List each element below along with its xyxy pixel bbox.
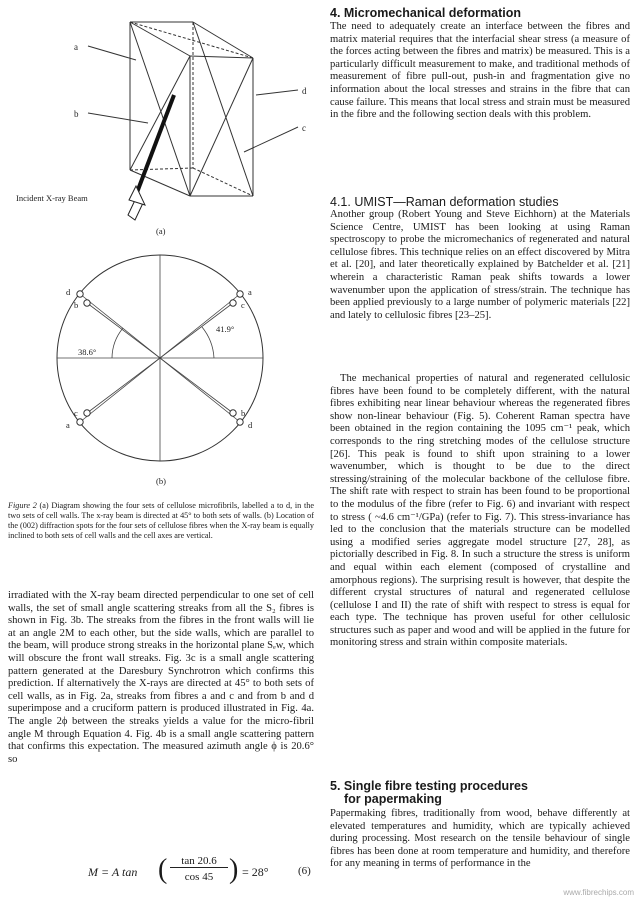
section-4-1-heading: 4.1. UMIST—Raman deformation studies xyxy=(330,195,559,209)
equation-lhs: M = A tan xyxy=(88,865,138,879)
fig-label-beam: Incident X-ray Beam xyxy=(16,193,88,203)
fig-b-label-a1: a xyxy=(66,420,70,430)
section-4-1-paragraph-2: The mechanical properties of natural and regenerated cellulosic fibres have been found to be completely different, with the natural fibres exhibiting near linear behaviour whereas the regenerated fibres show non-linear behaviour (Fig. 5). Coherent Raman spectra have been obtained in the region containing the 1095 cm⁻¹ peak, which corresponds to the ring stretching modes of the cellulose structure [26]. This peak is found to shift upon straining to a lower wavenumber, which is thought to be due to the direct stressing/straining of the molecular backbone of the cellulose fibre. The shift rate with respect to strain has been found to be proportional to the modulus of the fibre (refer to Fig. 6) and invariant with respect to stress ( ~4.6 cm⁻¹/GPa) (refer to Fig. 7). This stress-invariance has led to the conclusion that the materials structure can be modelled using a modified series aggregate model structure [27, 28], as pictorially described in Fig. 8. In such a structure the stress is uniform and equal within each element (composed of crystalline and amorphous regions). The surprising result is however, that despite the different crystal structures of natural and regenerated cellulose (cellulose I and II) the rate of shift with respect to stress is equal for each type. The technique has proven useful for other cellulosic structures such as paper and wood and will be applied in the future for monitoring stress and strain within composite materials. xyxy=(330,373,630,649)
fig-b-label-b1: b xyxy=(74,300,79,310)
equation-denominator: cos 45 xyxy=(184,871,214,883)
fig-label-a: a xyxy=(74,42,78,52)
fig-b-angle-left: 38.6° xyxy=(78,347,97,357)
fig-label-b: b xyxy=(74,109,79,119)
section-4-1-paragraph-1: Another group (Robert Young and Steve Eichhorn) at the Materials Science Centre, UMIST has been looking at using Raman spectroscopy to probe the micromechanics of regenerated and natural cellulose fibres. This technique relies on an effect discovered by Mitra et al. [20], and later theoretically explained by Batchelder et al. [21] wherein a characteristic Raman peak shifts towards a lower wavenumber upon the application of stress/strain. The technique has been applied previously to a large number of polymeric materials [22] and lately to cellulosic fibres [23–25]. xyxy=(330,209,630,321)
equation-rhs: = 28° xyxy=(242,865,269,879)
figure-2a-diagram xyxy=(8,0,314,240)
section-4-paragraph: The need to adequately create an interface between the fibres and matrix material requires that the interfacial shear stress (a measure of the forces acting between the fibres and matrix) be measured. This is a particularly difficult measurement to make, and traditional methods of measurement of fibre pull-out, push-in and fragmentation give no information about the local stresses and strains in the fibre that can cause failure. This means that local stress and strain must be measured in the fibre and the following section deals with this problem. xyxy=(330,21,630,121)
figure-2b-diffraction-pattern xyxy=(8,250,314,500)
watermark: www.fibrechips.com xyxy=(563,888,634,897)
fig-b-label-d1: d xyxy=(66,287,71,297)
section-5-heading-line2: for papermaking xyxy=(344,792,442,806)
left-paragraph: irradiated with the X-ray beam directed perpendicular to one set of cell walls, the set of small angle scattering streaks from all the S₂ fibres is shown in Fig. 3b. The streaks from the fibres in the front walls will lie at an angle 2M to each other, but the side walls, which are parallel to the beam, will produce strong streaks in the horizontal plane Sₑw, which will obscure the front wall streaks. Fig. 3c is a small angle scattering pattern generated at the Daresbury Synchrotron which confirms this prediction. If alternatively the X-rays are directed at 45° to both sets of cell walls, as in Fig. 2a, streaks from fibres a and c and from b and d superimpose and a cruciform pattern is produced illustrated in Fig. 4a. The angle 2ϕ between the streaks yields a value for the micro-fibril angle M through Equation 4. Fig. 4b is a small angle scattering pattern that confirms this expectation. The measured azimuth angle ϕ is 20.6° so xyxy=(8,590,314,765)
fig-label-d: d xyxy=(302,86,307,96)
section-5-heading-line1: 5. Single fibre testing procedures xyxy=(330,779,528,793)
caption-text: (a) Diagram showing the four sets of cellulose microfibrils, labelled a to d, in the two sets of cell walls. The x-ray beam is directed at 45° to both sets of walls. (b) Location of the (002) diffraction spots for the four sets of cellulose fibres when the X-ray beam is equally inclined to both sets of cell walls and the cell axes are vertical. xyxy=(8,501,314,540)
fig-b-label-c1: c xyxy=(74,408,78,418)
figure-caption xyxy=(8,501,314,541)
equation-numerator: tan 20.6 xyxy=(170,855,228,868)
caption-title: Figure 2 xyxy=(8,501,37,510)
fig-label-part-b: (b) xyxy=(156,476,166,486)
section-4-heading: 4. Micromechanical deformation xyxy=(330,6,522,20)
equation-6 xyxy=(88,855,314,889)
equation-paren-right: ) xyxy=(229,854,239,885)
equation-paren-left: ( xyxy=(158,854,168,885)
fig-b-label-b2: b xyxy=(241,408,246,418)
fig-label-c: c xyxy=(302,123,306,133)
fig-label-part-a: (a) xyxy=(156,226,166,236)
fig-b-label-c2: c xyxy=(241,300,245,310)
fig-b-angle-right: 41.9° xyxy=(216,324,235,334)
section-5-paragraph: Papermaking fibres, traditionally from wood, behave differently at elevated temperatures and humidity, which are typically achieved during processing. Most research on the tensile behaviour of single fibres has been done at room temperature and humidity, and therefore for any meaning in terms of performance in the xyxy=(330,808,630,870)
fig-b-label-a2: a xyxy=(248,287,252,297)
equation-number: (6) xyxy=(298,865,311,877)
fig-b-label-d2: d xyxy=(248,420,253,430)
